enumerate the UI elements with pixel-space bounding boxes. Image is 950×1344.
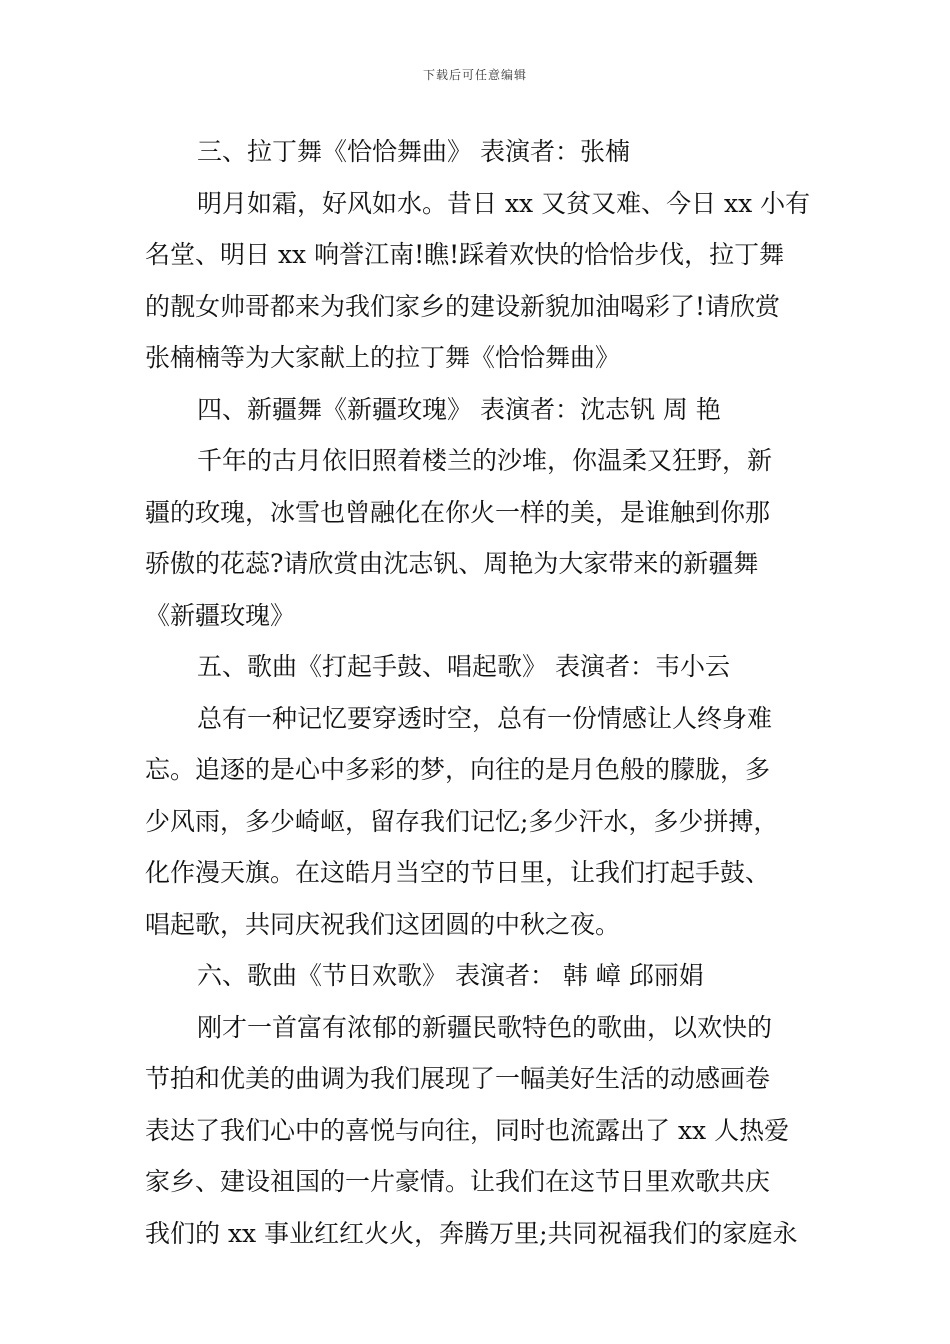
paragraph-line: 化作漫天旗。在这皓月当空的节日里，让我们打起手鼓、 — [145, 858, 771, 887]
paragraph-line: 忘。追逐的是心中多彩的梦，向往的是月色般的朦胧，多 — [145, 755, 771, 784]
paragraph-line: 明月如霜，好风如水。昔日 xx 又贫又难、今日 xx 小有 — [197, 188, 811, 218]
paragraph-line: 的靓女帅哥都来为我们家乡的建设新貌加油喝彩了!请欣赏 — [145, 291, 781, 321]
paragraph-line: 家乡、建设祖国的一片豪情。让我们在这节日里欢歌共庆 — [145, 1167, 771, 1196]
section-heading-xinjiang-dance: 四、新疆舞《新疆玫瑰》 表演者：沈志钒 周 艳 — [197, 394, 721, 424]
paragraph-line: 节拍和优美的曲调为我们展现了一幅美好生活的动感画卷 — [145, 1064, 771, 1093]
paragraph-line: 总有一种记忆要穿透时空，总有一份情感让人终身难 — [197, 703, 773, 733]
paragraph-line: 张楠楠等为大家献上的拉丁舞《恰恰舞曲》 — [145, 343, 621, 372]
paragraph-line: 疆的玫瑰，冰雪也曾融化在你火一样的美，是谁触到你那 — [145, 497, 771, 527]
section-heading-festival-song: 六、歌曲《节日欢歌》 表演者： 韩 嶂 邱丽娟 — [197, 961, 704, 990]
paragraph-line: 唱起歌，共同庆祝我们这团圆的中秋之夜。 — [145, 909, 621, 939]
section-heading-song-drum: 五、歌曲《打起手鼓、唱起歌》 表演者：韦小云 — [197, 652, 730, 681]
paragraph-line: 名堂、明日 xx 响誉江南!瞧!踩着欢快的恰恰步伐，拉丁舞 — [145, 240, 785, 269]
page-header-note: 下载后可任意编辑 — [422, 68, 527, 82]
paragraph-line: 刚才一首富有浓郁的新疆民歌特色的歌曲，以欢快的 — [197, 1012, 773, 1042]
paragraph-line: 千年的古月依旧照着楼兰的沙堆，你温柔又狂野，新 — [197, 446, 773, 475]
paragraph-line: 骄傲的花蕊?请欣赏由沈志钒、周艳为大家带来的新疆舞 — [145, 549, 759, 578]
paragraph-line: 《新疆玫瑰》 — [145, 600, 296, 630]
section-heading-latin-dance: 三、拉丁舞《恰恰舞曲》 表演者：张楠 — [197, 137, 630, 166]
paragraph-line: 少风雨，多少崎岖，留存我们记忆;多少汗水，多少拼搏， — [145, 806, 779, 836]
paragraph-line: 表达了我们心中的喜悦与向往，同时也流露出了 xx 人热爱 — [145, 1115, 790, 1145]
paragraph-line: 我们的 xx 事业红红火火，奔腾万里;共同祝福我们的家庭永 — [145, 1218, 798, 1248]
document-body — [145, 126, 810, 1259]
